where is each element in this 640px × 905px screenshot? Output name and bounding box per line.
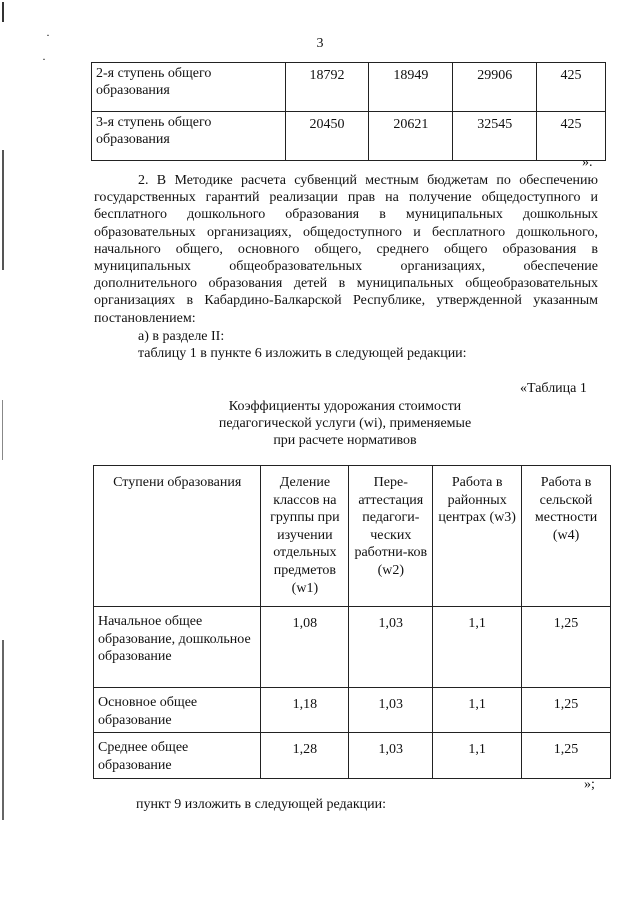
cell-value: 1,1	[433, 607, 522, 688]
cell-value: 1,25	[522, 607, 611, 688]
scan-mark	[2, 400, 3, 460]
cell-value: 32545	[453, 112, 537, 161]
table-row	[92, 63, 606, 112]
scan-dot: ·	[46, 28, 50, 42]
cell-value: 20621	[369, 112, 453, 161]
column-header: Деление классов на группы при изучении отдельных предметов (w1)	[261, 466, 349, 607]
table-caption	[180, 398, 510, 449]
cell-value: 1,03	[349, 607, 433, 688]
cell-value: 20450	[285, 112, 369, 161]
cell-value: 1,1	[433, 688, 522, 733]
page-number: 3	[316, 36, 324, 51]
cell-value: 1,25	[522, 733, 611, 779]
column-header: Работа в районных центрах (w3)	[433, 466, 522, 607]
paragraph-2: 2. В Методике расчета субвенций местным бюджетам по обеспечению государственных гарантий реализации прав на получение общедоступного и бесплатного дошкольного образования в муниципальных дошкольных образовательных организациях, общедоступного и бесплатного дошкольного, начального общего, основного общего, среднего общего образования в муниципальных общеобразовательных организациях, обеспечение дополнительного образования детей в муниципальных общеобразовательных организациях в Кабардино-Балкарской Республике, утвержденной указанным постановлением:	[94, 173, 598, 326]
point-9-instruction: пункт 9 изложить в следующей редакции:	[136, 797, 386, 812]
cell-value: 18949	[369, 63, 453, 112]
caption-line: Коэффициенты удорожания стоимости	[228, 399, 462, 414]
cell-value: 29906	[453, 63, 537, 112]
subpoint-a: а) в разделе II:	[138, 329, 225, 344]
scan-mark	[2, 150, 4, 270]
scan-mark	[2, 2, 4, 22]
cell-value: 1,03	[349, 733, 433, 779]
row-level: Среднее общее образование	[94, 733, 261, 779]
table-row	[94, 733, 611, 779]
scan-mark	[2, 640, 4, 820]
table-label: «Таблица 1	[520, 381, 587, 396]
cell-value: 425	[537, 112, 606, 161]
table-row	[94, 607, 611, 688]
cell-value: 1,1	[433, 733, 522, 779]
column-header: Ступени образования	[94, 466, 261, 607]
cell-value: 1,03	[349, 688, 433, 733]
row-level: Начальное общее образование, дошкольное образование	[94, 607, 261, 688]
row-level: 3-я ступень общего образования	[92, 112, 286, 161]
cell-value: 18792	[285, 63, 369, 112]
row-level: 2-я ступень общего образования	[92, 63, 286, 112]
subvention-table	[91, 62, 606, 161]
cell-value: 1,18	[261, 688, 349, 733]
table-row	[94, 688, 611, 733]
header-row	[94, 466, 611, 607]
quote-close: »;	[584, 777, 595, 792]
cell-value: 1,08	[261, 607, 349, 688]
table-row	[92, 112, 606, 161]
column-header: Пере-аттестация педагоги-ческих работни-ков (w2)	[349, 466, 433, 607]
table-instruction: таблицу 1 в пункте 6 изложить в следующей редакции:	[138, 346, 467, 361]
caption-line: при расчете нормативов	[273, 433, 417, 448]
cell-value: 425	[537, 63, 606, 112]
cell-value: 1,28	[261, 733, 349, 779]
coefficient-table	[93, 465, 611, 779]
quote-close: ».	[582, 155, 593, 170]
scan-dot: ·	[42, 52, 46, 66]
caption-line: педагогической услуги (wi), применяемые	[218, 416, 472, 431]
row-level: Основное общее образование	[94, 688, 261, 733]
cell-value: 1,25	[522, 688, 611, 733]
column-header: Работа в сельской местности (w4)	[522, 466, 611, 607]
